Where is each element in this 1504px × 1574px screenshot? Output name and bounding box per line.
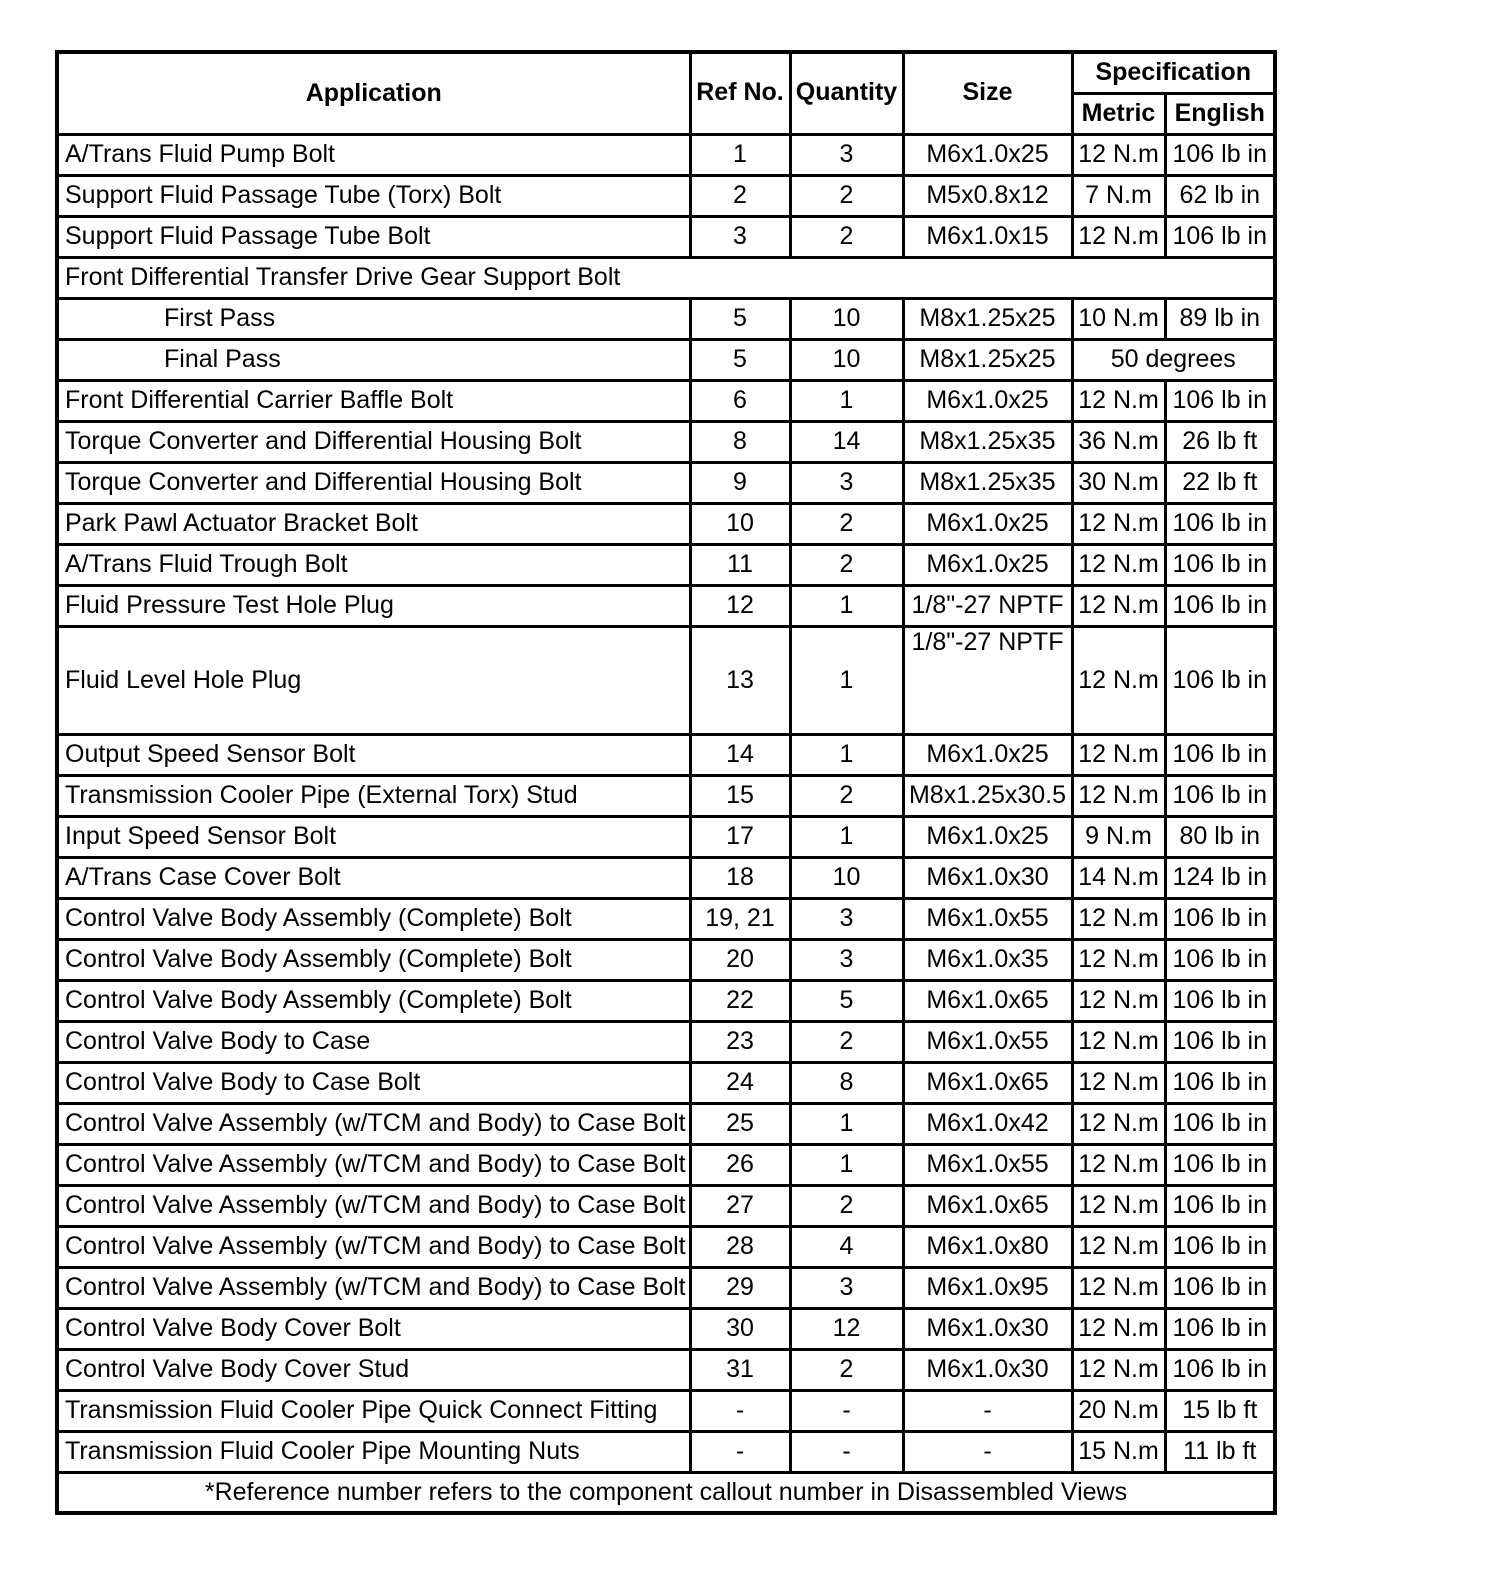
header-size: Size: [903, 52, 1072, 134]
metric-cell: 12 N.m: [1072, 626, 1165, 734]
english-cell: 106 lb in: [1165, 1185, 1275, 1226]
quantity-cell: 14: [790, 421, 903, 462]
ref-cell: 8: [690, 421, 790, 462]
size-cell: -: [903, 1390, 1072, 1431]
table-row: [57, 1103, 1275, 1144]
ref-cell: 26: [690, 1144, 790, 1185]
table-row: [57, 857, 1275, 898]
application-cell: Fluid Level Hole Plug: [57, 626, 690, 734]
table-row: [57, 216, 1275, 257]
application-cell: A/Trans Case Cover Bolt: [57, 857, 690, 898]
size-cell: M6x1.0x15: [903, 216, 1072, 257]
application-cell: Transmission Fluid Cooler Pipe Quick Connect Fitting: [57, 1390, 690, 1431]
size-cell: 1/8"-27 NPTF: [903, 585, 1072, 626]
metric-cell: 12 N.m: [1072, 1062, 1165, 1103]
size-cell: -: [903, 1431, 1072, 1472]
application-cell: Transmission Fluid Cooler Pipe Mounting Nuts: [57, 1431, 690, 1472]
english-cell: 106 lb in: [1165, 503, 1275, 544]
table-row: [57, 134, 1275, 175]
group-title-cell: Front Differential Transfer Drive Gear Support Bolt: [57, 257, 1275, 298]
ref-cell: 6: [690, 380, 790, 421]
table-row: [57, 462, 1275, 503]
metric-cell: 12 N.m: [1072, 980, 1165, 1021]
size-cell: M6x1.0x65: [903, 1185, 1072, 1226]
metric-cell: 12 N.m: [1072, 1267, 1165, 1308]
table-row: [57, 1021, 1275, 1062]
application-cell: Output Speed Sensor Bolt: [57, 734, 690, 775]
application-cell: Control Valve Body Cover Bolt: [57, 1308, 690, 1349]
quantity-cell: 1: [790, 380, 903, 421]
english-cell: 22 lb ft: [1165, 462, 1275, 503]
metric-cell: 12 N.m: [1072, 380, 1165, 421]
english-cell: 62 lb in: [1165, 175, 1275, 216]
footnote-row: [57, 1472, 1275, 1513]
english-cell: 106 lb in: [1165, 1349, 1275, 1390]
ref-cell: 29: [690, 1267, 790, 1308]
size-cell: M5x0.8x12: [903, 175, 1072, 216]
torque-spec-table: [55, 50, 1277, 1515]
english-cell: 106 lb in: [1165, 380, 1275, 421]
ref-cell: -: [690, 1431, 790, 1472]
metric-cell: 12 N.m: [1072, 1226, 1165, 1267]
size-cell: M8x1.25x25: [903, 339, 1072, 380]
size-cell: M6x1.0x35: [903, 939, 1072, 980]
ref-cell: 1: [690, 134, 790, 175]
table-row: [57, 1308, 1275, 1349]
ref-cell: -: [690, 1390, 790, 1431]
ref-cell: 5: [690, 339, 790, 380]
quantity-cell: 1: [790, 1103, 903, 1144]
application-cell: Control Valve Body Assembly (Complete) Bolt: [57, 939, 690, 980]
application-cell: Final Pass: [57, 339, 690, 380]
application-cell: First Pass: [57, 298, 690, 339]
ref-cell: 15: [690, 775, 790, 816]
quantity-cell: 10: [790, 857, 903, 898]
english-cell: 106 lb in: [1165, 939, 1275, 980]
metric-cell: 15 N.m: [1072, 1431, 1165, 1472]
table-row: [57, 626, 1275, 734]
quantity-cell: 3: [790, 1267, 903, 1308]
quantity-cell: 2: [790, 216, 903, 257]
application-cell: Transmission Cooler Pipe (External Torx) Stud: [57, 775, 690, 816]
english-cell: 106 lb in: [1165, 1226, 1275, 1267]
metric-cell: 20 N.m: [1072, 1390, 1165, 1431]
table-row: [57, 421, 1275, 462]
size-cell: M6x1.0x25: [903, 134, 1072, 175]
table-row: [57, 1431, 1275, 1472]
quantity-cell: 5: [790, 980, 903, 1021]
english-cell: 106 lb in: [1165, 1308, 1275, 1349]
metric-cell: 12 N.m: [1072, 1349, 1165, 1390]
size-cell: 1/8"-27 NPTF: [903, 626, 1072, 734]
english-cell: 11 lb ft: [1165, 1431, 1275, 1472]
application-cell: Control Valve Body Cover Stud: [57, 1349, 690, 1390]
size-cell: M6x1.0x30: [903, 1349, 1072, 1390]
quantity-cell: -: [790, 1390, 903, 1431]
ref-cell: 27: [690, 1185, 790, 1226]
metric-cell: 12 N.m: [1072, 216, 1165, 257]
english-cell: 106 lb in: [1165, 134, 1275, 175]
ref-cell: 10: [690, 503, 790, 544]
size-cell: M6x1.0x65: [903, 1062, 1072, 1103]
application-cell: Control Valve Body to Case: [57, 1021, 690, 1062]
ref-cell: 19, 21: [690, 898, 790, 939]
table-row: [57, 1349, 1275, 1390]
size-cell: M6x1.0x25: [903, 503, 1072, 544]
table-row: [57, 898, 1275, 939]
application-cell: Control Valve Assembly (w/TCM and Body) to Case Bolt: [57, 1185, 690, 1226]
english-cell: 106 lb in: [1165, 898, 1275, 939]
application-cell: Fluid Pressure Test Hole Plug: [57, 585, 690, 626]
table-row: [57, 585, 1275, 626]
group-title-row: [57, 257, 1275, 298]
application-cell: Control Valve Body Assembly (Complete) Bolt: [57, 980, 690, 1021]
quantity-cell: 8: [790, 1062, 903, 1103]
table-row: [57, 939, 1275, 980]
quantity-cell: -: [790, 1431, 903, 1472]
quantity-cell: 1: [790, 816, 903, 857]
quantity-cell: 2: [790, 775, 903, 816]
metric-cell: 12 N.m: [1072, 134, 1165, 175]
application-cell: Torque Converter and Differential Housing Bolt: [57, 462, 690, 503]
quantity-cell: 12: [790, 1308, 903, 1349]
ref-cell: 28: [690, 1226, 790, 1267]
header-metric: Metric: [1072, 93, 1165, 134]
table-row: [57, 1062, 1275, 1103]
ref-cell: 17: [690, 816, 790, 857]
english-cell: 106 lb in: [1165, 1103, 1275, 1144]
quantity-cell: 3: [790, 898, 903, 939]
angle-spec-cell: 50 degrees: [1072, 339, 1275, 380]
size-cell: M8x1.25x35: [903, 462, 1072, 503]
application-cell: A/Trans Fluid Trough Bolt: [57, 544, 690, 585]
english-cell: 106 lb in: [1165, 585, 1275, 626]
english-cell: 106 lb in: [1165, 980, 1275, 1021]
english-cell: 106 lb in: [1165, 775, 1275, 816]
quantity-cell: 1: [790, 734, 903, 775]
table-row: [57, 1226, 1275, 1267]
english-cell: 26 lb ft: [1165, 421, 1275, 462]
application-cell: Control Valve Body Assembly (Complete) Bolt: [57, 898, 690, 939]
application-cell: Control Valve Body to Case Bolt: [57, 1062, 690, 1103]
ref-cell: 5: [690, 298, 790, 339]
application-cell: Control Valve Assembly (w/TCM and Body) to Case Bolt: [57, 1267, 690, 1308]
metric-cell: 12 N.m: [1072, 585, 1165, 626]
application-cell: Support Fluid Passage Tube (Torx) Bolt: [57, 175, 690, 216]
english-cell: 124 lb in: [1165, 857, 1275, 898]
metric-cell: 12 N.m: [1072, 775, 1165, 816]
metric-cell: 10 N.m: [1072, 298, 1165, 339]
english-cell: 106 lb in: [1165, 1267, 1275, 1308]
metric-cell: 14 N.m: [1072, 857, 1165, 898]
size-cell: M6x1.0x25: [903, 816, 1072, 857]
table-row: [57, 503, 1275, 544]
ref-cell: 23: [690, 1021, 790, 1062]
application-cell: Input Speed Sensor Bolt: [57, 816, 690, 857]
application-cell: Torque Converter and Differential Housing Bolt: [57, 421, 690, 462]
quantity-cell: 4: [790, 1226, 903, 1267]
size-cell: M6x1.0x30: [903, 857, 1072, 898]
size-cell: M6x1.0x30: [903, 1308, 1072, 1349]
application-cell: Control Valve Assembly (w/TCM and Body) to Case Bolt: [57, 1144, 690, 1185]
ref-cell: 9: [690, 462, 790, 503]
quantity-cell: 2: [790, 1021, 903, 1062]
size-cell: M8x1.25x30.5: [903, 775, 1072, 816]
size-cell: M8x1.25x25: [903, 298, 1072, 339]
english-cell: 80 lb in: [1165, 816, 1275, 857]
application-cell: Control Valve Assembly (w/TCM and Body) to Case Bolt: [57, 1103, 690, 1144]
metric-cell: 12 N.m: [1072, 544, 1165, 585]
metric-cell: 12 N.m: [1072, 1144, 1165, 1185]
header-ref-no: Ref No.: [690, 52, 790, 134]
english-cell: 106 lb in: [1165, 1062, 1275, 1103]
metric-cell: 12 N.m: [1072, 1308, 1165, 1349]
ref-cell: 14: [690, 734, 790, 775]
ref-cell: 18: [690, 857, 790, 898]
metric-cell: 12 N.m: [1072, 503, 1165, 544]
english-cell: 106 lb in: [1165, 1144, 1275, 1185]
size-cell: M8x1.25x35: [903, 421, 1072, 462]
metric-cell: 12 N.m: [1072, 1185, 1165, 1226]
ref-cell: 22: [690, 980, 790, 1021]
header-english: English: [1165, 93, 1275, 134]
english-cell: 106 lb in: [1165, 734, 1275, 775]
table-row: [57, 734, 1275, 775]
english-cell: 106 lb in: [1165, 216, 1275, 257]
application-cell: Park Pawl Actuator Bracket Bolt: [57, 503, 690, 544]
application-cell: Support Fluid Passage Tube Bolt: [57, 216, 690, 257]
footnote: *Reference number refers to the component callout number in Disassembled Views: [57, 1472, 1275, 1513]
ref-cell: 11: [690, 544, 790, 585]
quantity-cell: 2: [790, 503, 903, 544]
ref-cell: 24: [690, 1062, 790, 1103]
english-cell: 15 lb ft: [1165, 1390, 1275, 1431]
application-cell: Control Valve Assembly (w/TCM and Body) to Case Bolt: [57, 1226, 690, 1267]
ref-cell: 30: [690, 1308, 790, 1349]
size-cell: M6x1.0x55: [903, 898, 1072, 939]
metric-cell: 12 N.m: [1072, 734, 1165, 775]
quantity-cell: 2: [790, 544, 903, 585]
header-quantity: Quantity: [790, 52, 903, 134]
metric-cell: 12 N.m: [1072, 898, 1165, 939]
ref-cell: 25: [690, 1103, 790, 1144]
english-cell: 106 lb in: [1165, 1021, 1275, 1062]
size-cell: M6x1.0x95: [903, 1267, 1072, 1308]
table-row: [57, 544, 1275, 585]
table-row: [57, 816, 1275, 857]
table-row: [57, 1185, 1275, 1226]
metric-cell: 36 N.m: [1072, 421, 1165, 462]
ref-cell: 2: [690, 175, 790, 216]
metric-cell: 12 N.m: [1072, 1021, 1165, 1062]
application-cell: A/Trans Fluid Pump Bolt: [57, 134, 690, 175]
english-cell: 106 lb in: [1165, 626, 1275, 734]
table-row: [57, 1267, 1275, 1308]
table-row: [57, 775, 1275, 816]
quantity-cell: 3: [790, 462, 903, 503]
quantity-cell: 1: [790, 1144, 903, 1185]
header-specification: Specification: [1072, 52, 1275, 93]
metric-cell: 12 N.m: [1072, 939, 1165, 980]
table-row: [57, 298, 1275, 339]
table-row: [57, 1144, 1275, 1185]
ref-cell: 3: [690, 216, 790, 257]
ref-cell: 31: [690, 1349, 790, 1390]
quantity-cell: 3: [790, 134, 903, 175]
table-row: [57, 339, 1275, 380]
size-cell: M6x1.0x25: [903, 380, 1072, 421]
quantity-cell: 1: [790, 626, 903, 734]
quantity-cell: 10: [790, 339, 903, 380]
application-cell: Front Differential Carrier Baffle Bolt: [57, 380, 690, 421]
size-cell: M6x1.0x65: [903, 980, 1072, 1021]
metric-cell: 30 N.m: [1072, 462, 1165, 503]
quantity-cell: 2: [790, 1185, 903, 1226]
quantity-cell: 1: [790, 585, 903, 626]
size-cell: M6x1.0x55: [903, 1021, 1072, 1062]
english-cell: 89 lb in: [1165, 298, 1275, 339]
ref-cell: 13: [690, 626, 790, 734]
quantity-cell: 3: [790, 939, 903, 980]
ref-cell: 12: [690, 585, 790, 626]
metric-cell: 7 N.m: [1072, 175, 1165, 216]
metric-cell: 12 N.m: [1072, 1103, 1165, 1144]
metric-cell: 9 N.m: [1072, 816, 1165, 857]
english-cell: 106 lb in: [1165, 544, 1275, 585]
header-application: Application: [57, 52, 690, 134]
size-cell: M6x1.0x25: [903, 734, 1072, 775]
table-row: [57, 380, 1275, 421]
quantity-cell: 10: [790, 298, 903, 339]
size-cell: M6x1.0x25: [903, 544, 1072, 585]
table-row: [57, 1390, 1275, 1431]
table-row: [57, 175, 1275, 216]
size-cell: M6x1.0x80: [903, 1226, 1072, 1267]
table-row: [57, 980, 1275, 1021]
size-cell: M6x1.0x55: [903, 1144, 1072, 1185]
size-cell: M6x1.0x42: [903, 1103, 1072, 1144]
quantity-cell: 2: [790, 1349, 903, 1390]
ref-cell: 20: [690, 939, 790, 980]
quantity-cell: 2: [790, 175, 903, 216]
